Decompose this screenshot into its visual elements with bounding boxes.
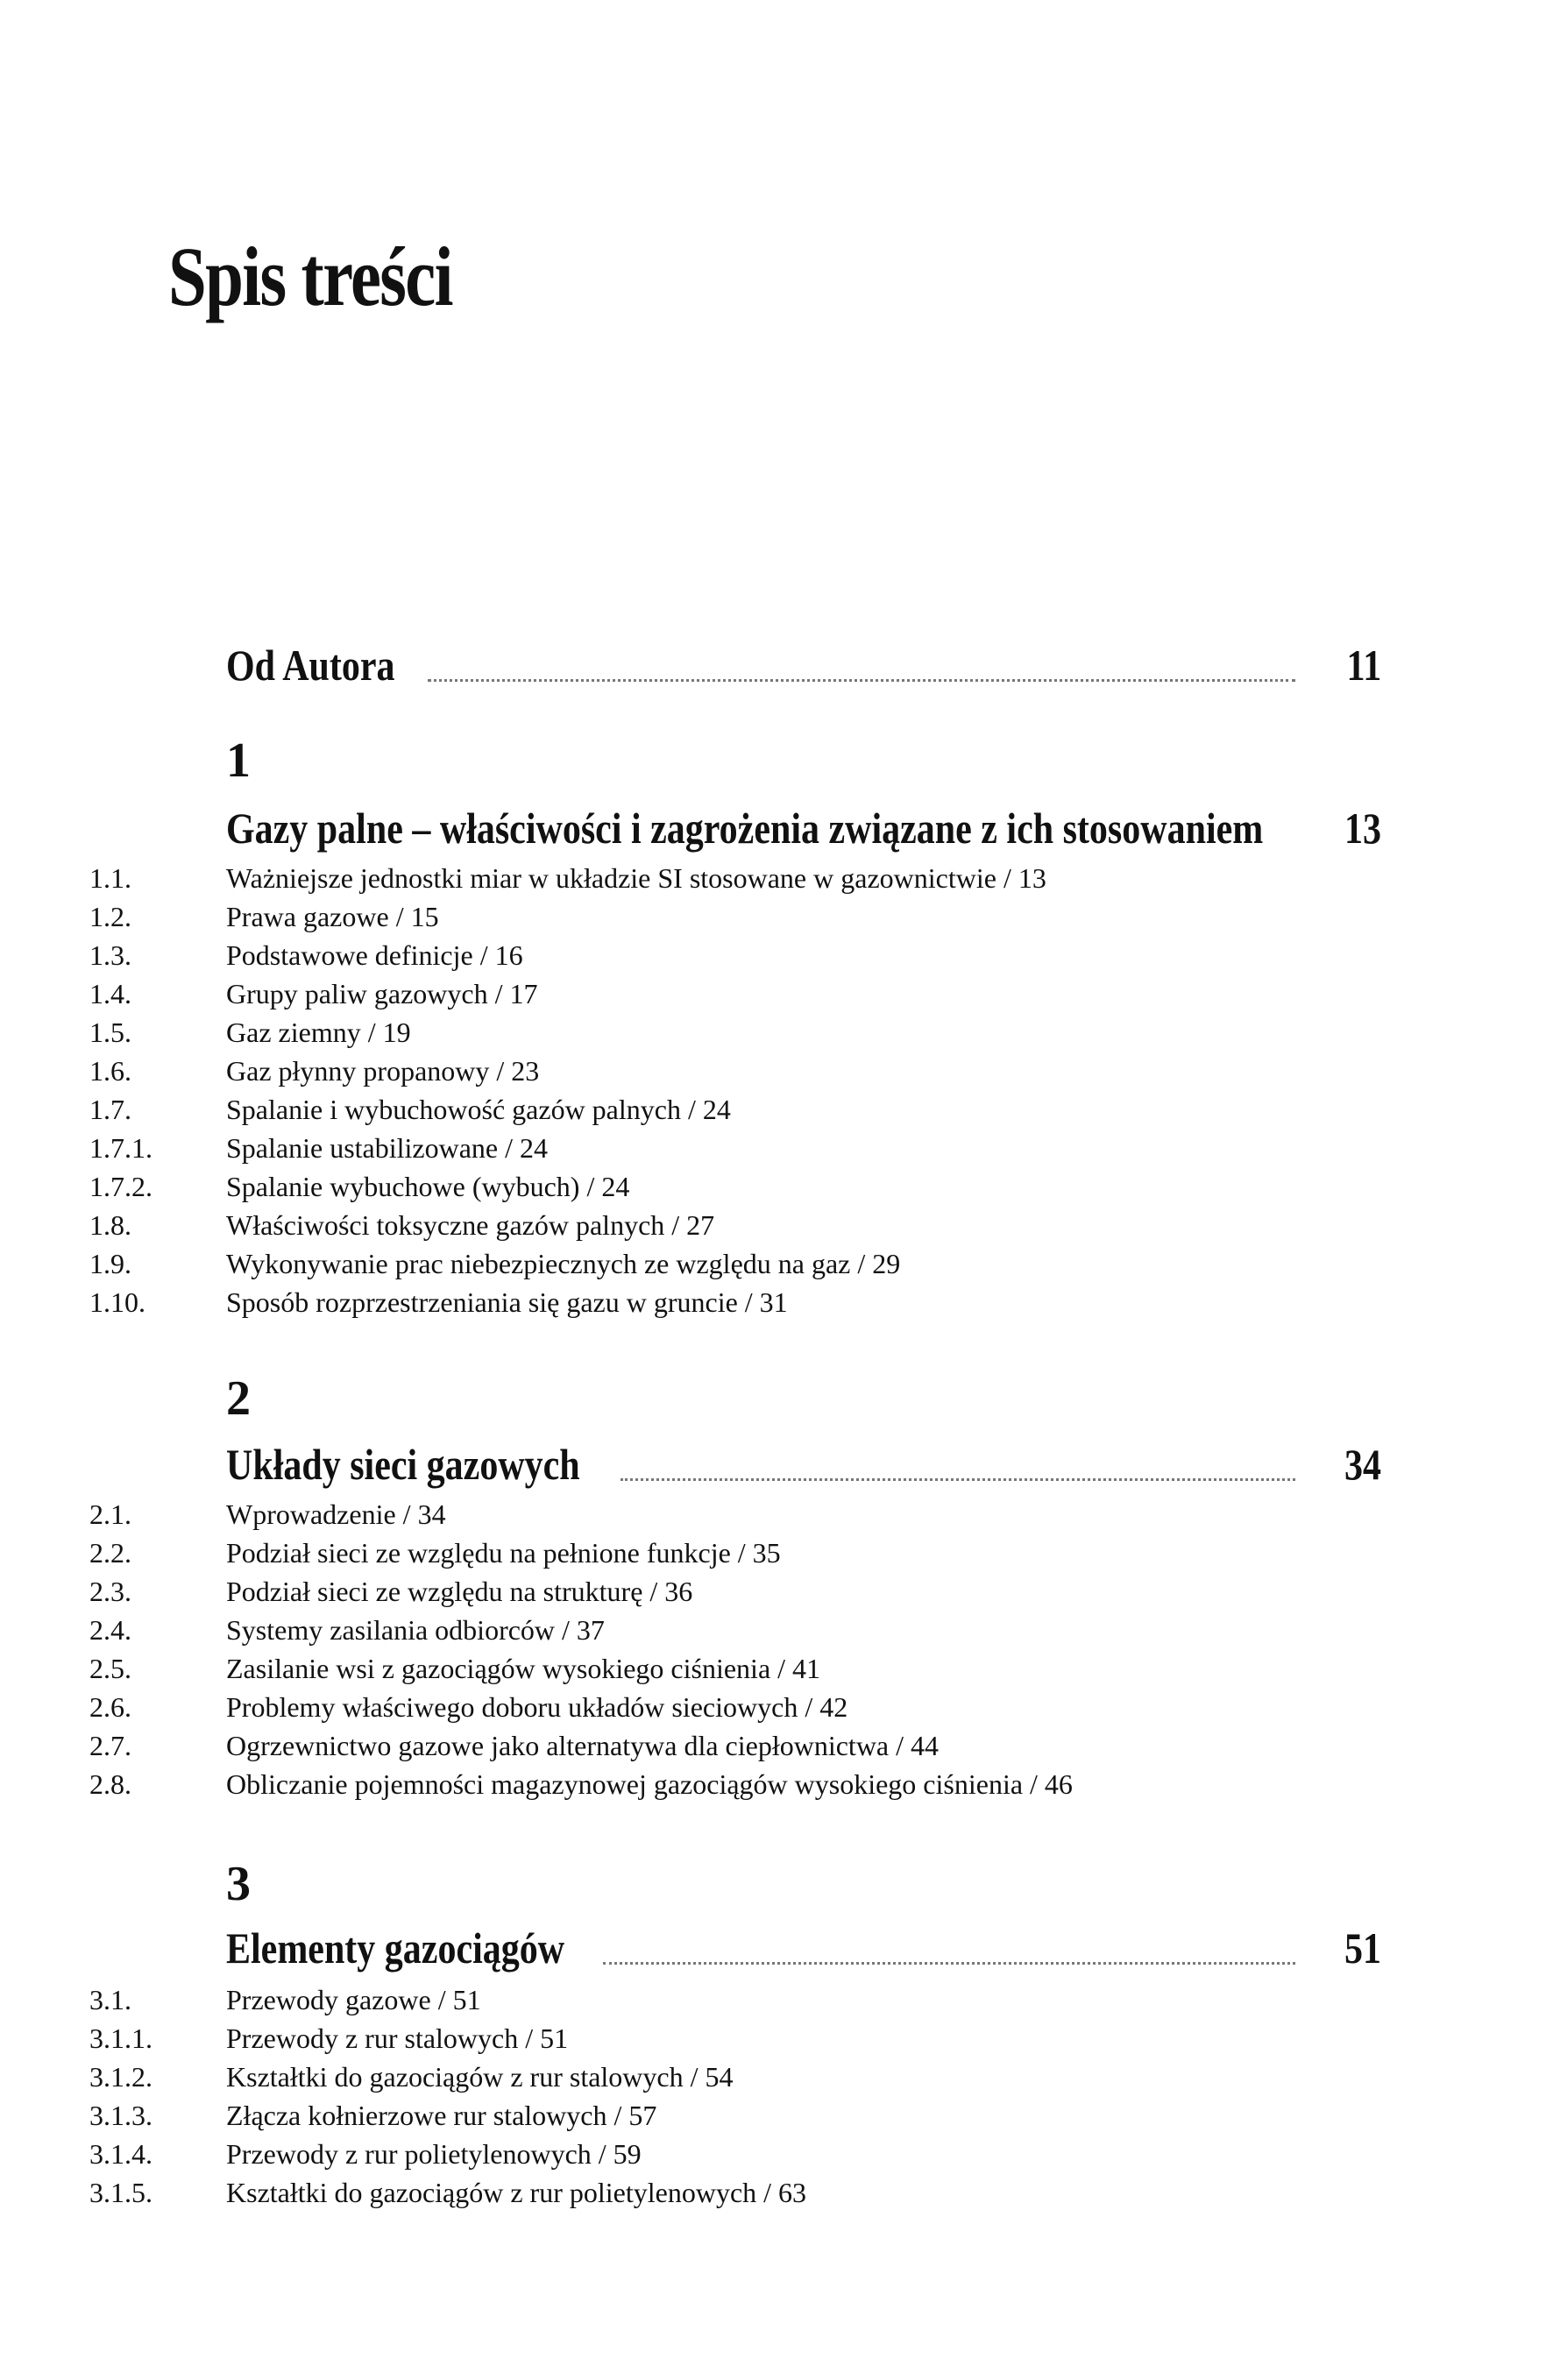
toc-entry (0, 1765, 1546, 1803)
entry-text: Prawa gazowe / 15 (226, 901, 439, 932)
entry-number: 1.4. (89, 978, 131, 1009)
entry-text: Grupy paliw gazowych / 17 (226, 978, 538, 1009)
entry-number: 1.1. (89, 862, 131, 894)
toc-entry (0, 897, 1546, 936)
toc-heading-preface (226, 634, 1381, 690)
chapter-number: 1 (226, 733, 251, 788)
entry-number: 2.2. (89, 1537, 131, 1569)
toc-entry (0, 1980, 1546, 2019)
entry-number: 2.7. (89, 1730, 131, 1761)
entry-number: 1.3. (89, 939, 131, 971)
heading-page-number: 13 (1344, 804, 1381, 853)
entry-text: Spalanie ustabilizowane / 24 (226, 1132, 549, 1164)
entry-number: 3.1.2. (89, 2061, 152, 2093)
entry-text: Problemy właściwego doboru układów sieciowych / 42 (226, 1691, 848, 1723)
toc-heading-chapter-3 (226, 1917, 1381, 1973)
entry-text: Zasilanie wsi z gazociągów wysokiego ciśnienia / 41 (226, 1653, 821, 1684)
toc-heading-chapter-2 (226, 1434, 1381, 1489)
entry-number: 2.6. (89, 1691, 131, 1723)
entry-text: Obliczanie pojemności magazynowej gazociągów wysokiego ciśnienia / 46 (226, 1768, 1073, 1800)
toc-entry (0, 1129, 1546, 1167)
heading-title: Układy sieci gazowych (226, 1440, 580, 1489)
entry-text: Podział sieci ze względu na pełnione funkcje / 35 (226, 1537, 781, 1569)
heading-title: Gazy palne – właściwości i zagrożenia związane z ich stosowaniem (226, 804, 1264, 853)
entry-text: Wprowadzenie / 34 (226, 1498, 446, 1530)
toc-entry (0, 2135, 1546, 2173)
entry-text: Właściwości toksyczne gazów palnych / 27 (226, 1209, 715, 1241)
page-title: Spis treści (168, 230, 452, 323)
entry-number: 1.7.1. (89, 1132, 152, 1164)
heading-title: Od Autora (226, 641, 395, 690)
toc-entry (0, 1495, 1546, 1534)
entry-number: 2.1. (89, 1498, 131, 1530)
toc-entry (0, 974, 1546, 1013)
entry-number: 3.1.3. (89, 2100, 152, 2131)
entry-number: 1.8. (89, 1209, 131, 1241)
toc-entry (0, 1572, 1546, 1611)
toc-entry (0, 1206, 1546, 1244)
heading-title: Elementy gazociągów (226, 1923, 565, 1973)
toc-entry (0, 1534, 1546, 1572)
toc-entry (0, 1090, 1546, 1129)
toc-entry (0, 1167, 1546, 1206)
entry-number: 3.1.4. (89, 2138, 152, 2170)
entry-number: 2.8. (89, 1768, 131, 1800)
entry-number: 1.6. (89, 1055, 131, 1087)
entry-number: 1.9. (89, 1248, 131, 1279)
entry-number: 1.5. (89, 1016, 131, 1048)
entry-text: Gaz ziemny / 19 (226, 1016, 411, 1048)
entry-text: Sposób rozprzestrzeniania się gazu w gruncie / 31 (226, 1286, 788, 1318)
entry-text: Systemy zasilania odbiorców / 37 (226, 1614, 605, 1646)
toc-entry (0, 1244, 1546, 1283)
entry-text: Przewody gazowe / 51 (226, 1984, 481, 2015)
entry-text: Podstawowe definicje / 16 (226, 939, 523, 971)
dot-leader (428, 679, 1295, 682)
toc-entry (0, 2096, 1546, 2135)
entry-number: 3.1.1. (89, 2022, 152, 2054)
toc-entry (0, 1611, 1546, 1649)
chapter-number: 2 (226, 1371, 251, 1426)
chapter-number: 3 (226, 1857, 251, 1911)
entry-number: 1.10. (89, 1286, 145, 1318)
entry-text: Podział sieci ze względu na strukturę / 36 (226, 1576, 693, 1607)
toc-entry (0, 1649, 1546, 1688)
entry-number: 2.4. (89, 1614, 131, 1646)
entry-number: 2.5. (89, 1653, 131, 1684)
dot-leader (621, 1478, 1295, 1481)
entry-number: 1.7.2. (89, 1171, 152, 1202)
toc-entry (0, 1688, 1546, 1726)
entry-number: 2.3. (89, 1576, 131, 1607)
entry-text: Kształtki do gazociągów z rur polietylenowych / 63 (226, 2177, 807, 2208)
entry-text: Przewody z rur stalowych / 51 (226, 2022, 569, 2054)
toc-heading-chapter-1 (226, 797, 1381, 853)
entry-text: Spalanie i wybuchowość gazów palnych / 24 (226, 1094, 731, 1125)
toc-entry (0, 936, 1546, 974)
entry-text: Wykonywanie prac niebezpiecznych ze względu na gaz / 29 (226, 1248, 901, 1279)
heading-page-number: 51 (1344, 1923, 1381, 1973)
toc-entry (0, 1726, 1546, 1765)
entry-text: Ogrzewnictwo gazowe jako alternatywa dla ciepłownictwa / 44 (226, 1730, 940, 1761)
toc-entry (0, 2173, 1546, 2212)
toc-entry (0, 2019, 1546, 2058)
toc-entry (0, 1283, 1546, 1321)
entry-number: 1.2. (89, 901, 131, 932)
entry-text: Złącza kołnierzowe rur stalowych / 57 (226, 2100, 657, 2131)
entry-text: Gaz płynny propanowy / 23 (226, 1055, 540, 1087)
entry-text: Przewody z rur polietylenowych / 59 (226, 2138, 642, 2170)
entry-text: Spalanie wybuchowe (wybuch) / 24 (226, 1171, 630, 1202)
toc-entry (0, 1013, 1546, 1052)
entry-text: Ważniejsze jednostki miar w układzie SI stosowane w gazownictwie / 13 (226, 862, 1046, 894)
entry-text: Kształtki do gazociągów z rur stalowych / 54 (226, 2061, 734, 2093)
toc-entry (0, 2058, 1546, 2096)
heading-page-number: 11 (1346, 641, 1381, 690)
heading-page-number: 34 (1344, 1440, 1381, 1489)
dot-leader (603, 1962, 1295, 1965)
toc-entry (0, 859, 1546, 897)
entry-number: 3.1. (89, 1984, 131, 2015)
entry-number: 1.7. (89, 1094, 131, 1125)
entry-number: 3.1.5. (89, 2177, 152, 2208)
toc-entry (0, 1052, 1546, 1090)
